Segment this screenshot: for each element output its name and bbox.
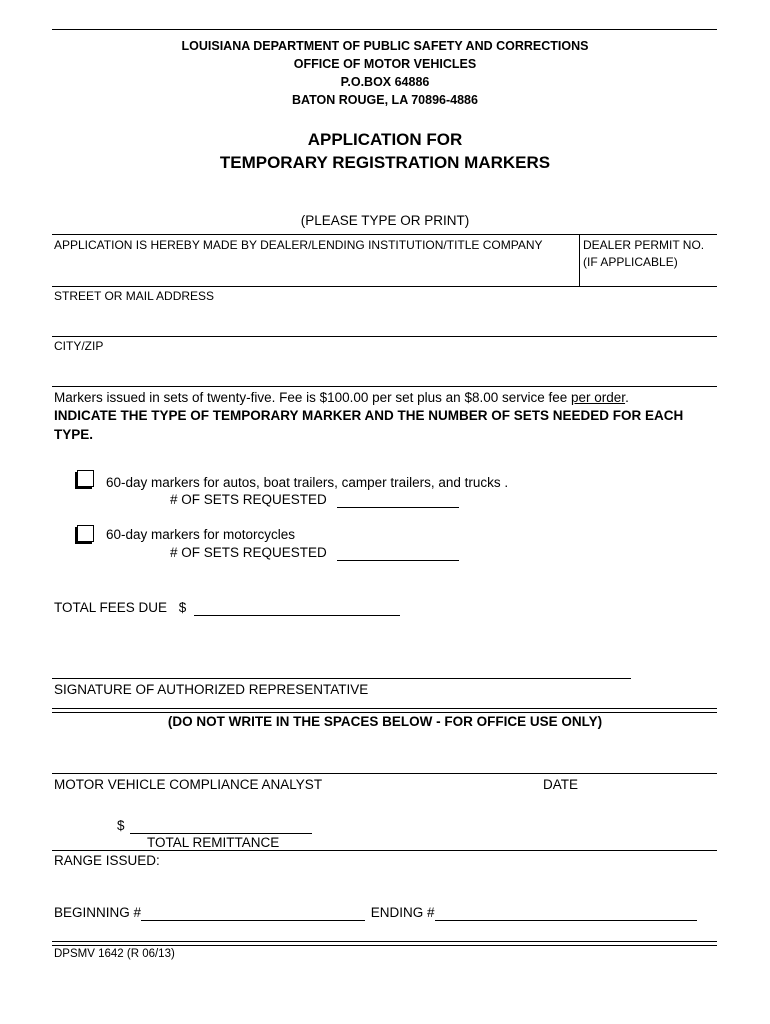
signature-label: SIGNATURE OF AUTHORIZED REPRESENTATIVE: [54, 682, 369, 697]
po-box: P.O.BOX 64886: [340, 75, 430, 89]
applicant-input[interactable]: [52, 252, 578, 284]
total-fees-currency: $: [178, 600, 187, 615]
total-fees-input[interactable]: [194, 600, 400, 616]
autos-markers-label: 60-day markers for autos, boat trailers, camper trailers, and trucks .: [106, 475, 509, 490]
address-top-rule: [52, 286, 717, 287]
bottom-divider: [52, 941, 717, 946]
agency-name: LOUISIANA DEPARTMENT OF PUBLIC SAFETY AND CORRECTIONS: [181, 39, 589, 53]
form-title-line1: APPLICATION FOR: [307, 130, 463, 149]
range-issued-label: RANGE ISSUED:: [54, 853, 160, 868]
autos-markers-checkbox[interactable]: [77, 470, 94, 487]
total-fees-label: TOTAL FEES DUE: [54, 600, 168, 615]
permit-input[interactable]: [581, 270, 717, 286]
address-field-label: STREET OR MAIL ADDRESS: [54, 289, 215, 303]
beginning-label: BEGINNING #: [54, 905, 142, 920]
ending-input[interactable]: [435, 905, 697, 921]
signature-line[interactable]: [52, 678, 631, 679]
permit-field-sublabel: (IF APPLICABLE): [583, 255, 678, 269]
form-title-line2: TEMPORARY REGISTRATION MARKERS: [219, 153, 551, 172]
marker-type-instruction-cont: TYPE.: [54, 427, 94, 442]
analyst-label: MOTOR VEHICLE COMPLIANCE ANALYST: [54, 777, 323, 792]
fee-info-end: .: [625, 390, 629, 405]
permit-divider: [579, 234, 580, 286]
applicant-top-rule: [52, 234, 717, 235]
motorcycle-sets-input[interactable]: [337, 545, 459, 561]
motorcycle-markers-checkbox[interactable]: [77, 525, 94, 542]
fee-info-main: Markers issued in sets of twenty-five. Fee is $100.00 per set plus an $8.00 service fee: [54, 390, 572, 405]
motorcycle-sets-label: # OF SETS REQUESTED: [170, 545, 327, 560]
fee-top-rule: [52, 386, 717, 387]
ending-label: ENDING #: [370, 905, 435, 920]
range-top-rule: [52, 850, 717, 851]
city-address: BATON ROUGE, LA 70896-4886: [292, 93, 478, 107]
office-use-heading: (DO NOT WRITE IN THE SPACES BELOW - FOR OFFICE USE ONLY): [167, 714, 603, 729]
fee-info-text: [54, 390, 714, 405]
top-rule: [52, 29, 717, 30]
applicant-field-label: APPLICATION IS HEREBY MADE BY DEALER/LENDING INSTITUTION/TITLE COMPANY: [54, 238, 543, 252]
cityzip-top-rule: [52, 336, 717, 337]
cityzip-field-label: CITY/ZIP: [54, 339, 104, 353]
remittance-amount: [117, 818, 312, 834]
print-instruction: (PLEASE TYPE OR PRINT): [300, 213, 470, 228]
autos-sets-requested: [170, 492, 459, 508]
office-use-divider: [52, 708, 717, 713]
remittance-currency: $: [117, 818, 125, 833]
remittance-input[interactable]: [130, 818, 312, 834]
range-row: [54, 905, 697, 921]
motorcycle-sets-requested: [170, 545, 459, 561]
marker-type-instruction: INDICATE THE TYPE OF TEMPORARY MARKER AND THE NUMBER OF SETS NEEDED FOR EACH: [54, 408, 684, 423]
date-label: DATE: [543, 777, 579, 792]
autos-sets-label: # OF SETS REQUESTED: [170, 492, 327, 507]
motorcycle-markers-label: 60-day markers for motorcycles: [106, 527, 296, 542]
total-fees-row: [54, 600, 400, 616]
analyst-top-rule: [52, 773, 717, 774]
address-input[interactable]: [52, 304, 717, 336]
form-number: DPSMV 1642 (R 06/13): [54, 948, 175, 960]
office-name: OFFICE OF MOTOR VEHICLES: [293, 57, 477, 71]
beginning-input[interactable]: [141, 905, 365, 921]
remittance-label: TOTAL REMITTANCE: [147, 835, 280, 850]
permit-field-label: DEALER PERMIT NO.: [583, 238, 705, 252]
autos-sets-input[interactable]: [337, 492, 459, 508]
fee-info-per-order: per order: [571, 390, 626, 405]
cityzip-input[interactable]: [52, 354, 717, 386]
